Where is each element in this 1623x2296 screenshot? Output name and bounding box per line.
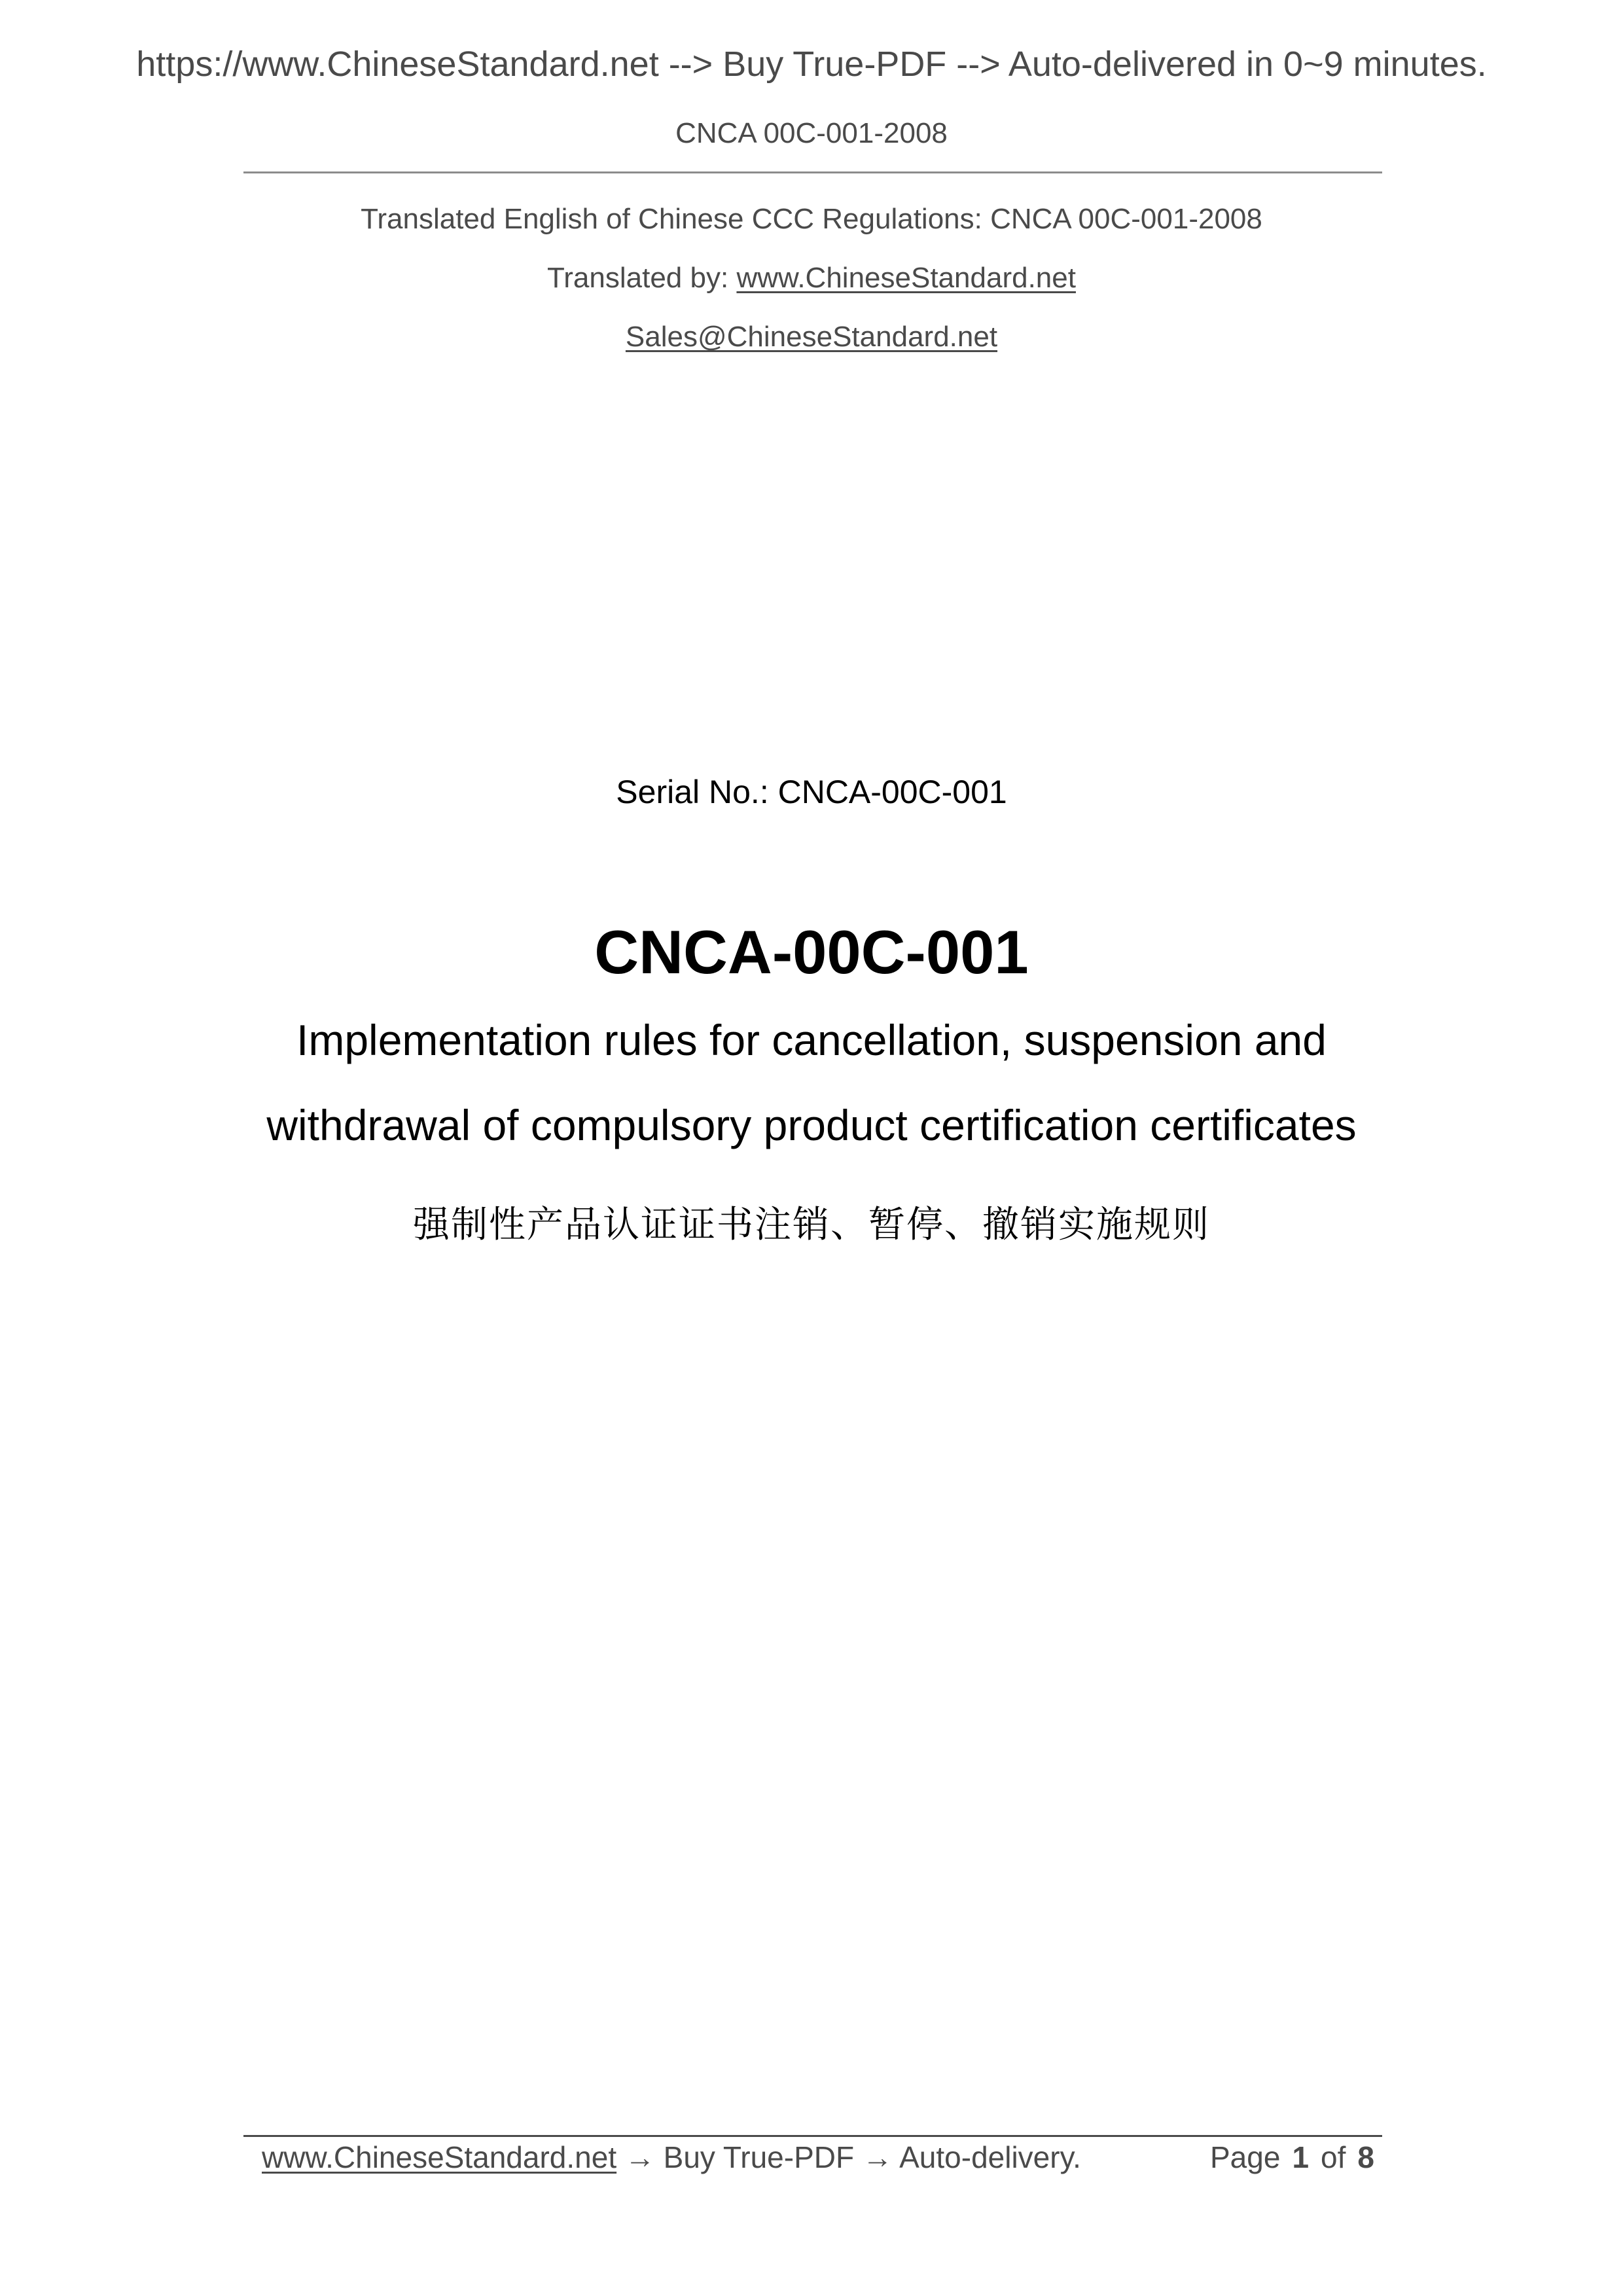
sales-contact — [0, 319, 1623, 355]
footer-website-link[interactable]: www.ChineseStandard.net — [262, 2140, 617, 2174]
header-divider — [243, 171, 1382, 173]
serial-number: Serial No.: CNCA-00C-001 — [616, 774, 1007, 810]
translated-by-label: Translated by: — [547, 262, 737, 294]
document-title-line-1: Implementation rules for cancellation, suspension and — [296, 1016, 1327, 1064]
document-code-title: CNCA-00C-001 — [594, 918, 1029, 986]
translated-by — [0, 260, 1623, 296]
sales-email-link[interactable]: Sales@ChineseStandard.net — [625, 321, 998, 353]
document-title-line-2: withdrawal of compulsory product certification certificates — [266, 1101, 1357, 1149]
translator-website-link[interactable]: www.ChineseStandard.net — [736, 262, 1076, 294]
footer-delivery-text: Auto-delivery. — [899, 2140, 1081, 2174]
footer-promo — [262, 2139, 1081, 2176]
of-label: of — [1321, 2140, 1346, 2174]
translation-notice: Translated English of Chinese CCC Regulations: CNCA 00C-001-2008 — [361, 203, 1262, 235]
footer-buy-text: Buy True-PDF — [663, 2140, 855, 2174]
document-title-chinese: 强制性产品认证证书注销、暂停、撤销实施规则 — [413, 1204, 1210, 1246]
page-total: 8 — [1357, 2140, 1374, 2174]
header-doc-code: CNCA 00C-001-2008 — [675, 117, 948, 149]
page-indicator — [1210, 2139, 1374, 2176]
page-footer — [262, 2139, 1374, 2178]
footer-divider — [243, 2135, 1382, 2137]
top-banner: https://www.ChineseStandard.net --> Buy True-PDF --> Auto-delivered in 0~9 minutes. — [136, 45, 1487, 84]
arrow-right-icon: → — [624, 2140, 655, 2174]
arrow-right-icon: → — [862, 2140, 893, 2174]
page-current: 1 — [1292, 2140, 1310, 2174]
page-label: Page — [1210, 2140, 1281, 2174]
